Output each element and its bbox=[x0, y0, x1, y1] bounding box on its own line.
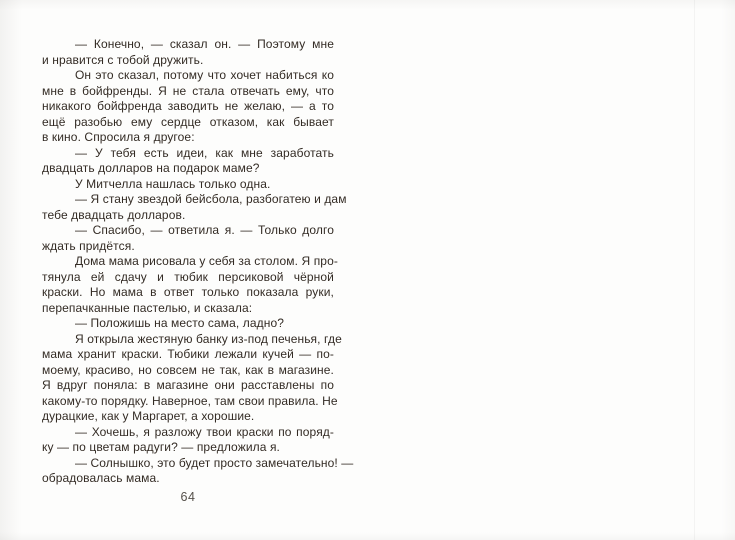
text-line: краски. Но мама в ответ только показала руки, bbox=[42, 285, 334, 299]
paragraph bbox=[42, 254, 338, 316]
text-line: и нравится с тобой дружить. bbox=[42, 52, 204, 67]
text-line: ку — по цветам радуги? — предложила я. bbox=[42, 440, 280, 454]
text-line: ещё разобью ему сердце отказом, как бывает bbox=[42, 114, 334, 129]
text-line: Дома мама рисовала у себя за столом. Я про- bbox=[75, 254, 338, 268]
text-line: тебе двадцать долларов. bbox=[42, 207, 186, 222]
page-edge bbox=[694, 0, 695, 540]
paragraph bbox=[42, 192, 347, 223]
page-text bbox=[42, 37, 354, 487]
right-edge-shade bbox=[721, 0, 735, 540]
paragraph bbox=[42, 177, 334, 193]
text-line: — Конечно, — сказал он. — Поэтому мне bbox=[75, 37, 334, 51]
paragraph bbox=[42, 146, 334, 177]
text-line: тянула ей сдачу и тюбик персиковой чёрной bbox=[42, 269, 334, 284]
paragraph bbox=[42, 455, 354, 487]
text-line: — У тебя есть идеи, как мне заработать bbox=[75, 145, 334, 160]
text-line: никакого бойфренда заводить не желаю, — а то bbox=[42, 99, 334, 113]
text-line: — Я стану звездой бейсбола, разбогатею и дам bbox=[75, 192, 347, 206]
text-line: моему, красиво, но совсем не так, как в магазине. bbox=[42, 362, 334, 377]
text-line: Я открыла жестяную банку из-под печенья, где bbox=[75, 331, 342, 346]
paragraph bbox=[42, 37, 334, 68]
text-line: мама хранит краски. Тюбики лежали кучей — по- bbox=[42, 347, 334, 361]
text-line: перепачканные пастелью, и сказала: bbox=[42, 300, 253, 315]
text-line: — Положишь на место сама, ладно? bbox=[75, 316, 285, 330]
text-line: Он это сказал, потому что хочет набиться ко bbox=[75, 68, 334, 82]
text-line: ждать придётся. bbox=[42, 238, 135, 253]
text-line: какому-то порядку. Наверное, там свои правила. Не bbox=[42, 393, 338, 408]
text-line: мне в бойфренды. Я не стала отвечать ему, что bbox=[42, 83, 334, 98]
text-line: Я вдруг поняла: в магазине они расставлены по bbox=[42, 378, 334, 392]
page-number: 64 bbox=[180, 490, 196, 504]
paragraph bbox=[42, 223, 334, 254]
text-line: — Солнышко, это будет просто замечательно! — bbox=[75, 455, 354, 470]
bottom-edge-shade bbox=[0, 532, 735, 540]
paragraph bbox=[42, 68, 334, 146]
paragraph bbox=[42, 316, 334, 332]
text-line: дурацкие, как у Маргарет, а хорошие. bbox=[42, 409, 255, 423]
paragraph bbox=[42, 425, 334, 456]
text-line: — Хочешь, я разложу твои краски по поряд- bbox=[75, 424, 334, 439]
text-line: обрадовалась мама. bbox=[42, 471, 160, 485]
paragraph bbox=[42, 331, 342, 425]
text-line: У Митчелла нашлась только одна. bbox=[75, 176, 271, 191]
right-page bbox=[368, 0, 735, 540]
text-line: двадцать долларов на подарок маме? bbox=[42, 161, 260, 175]
text-line: — Спасибо, — ответила я. — Только долго bbox=[75, 223, 334, 237]
text-line: в кино. Спросила я другое: bbox=[42, 130, 195, 144]
